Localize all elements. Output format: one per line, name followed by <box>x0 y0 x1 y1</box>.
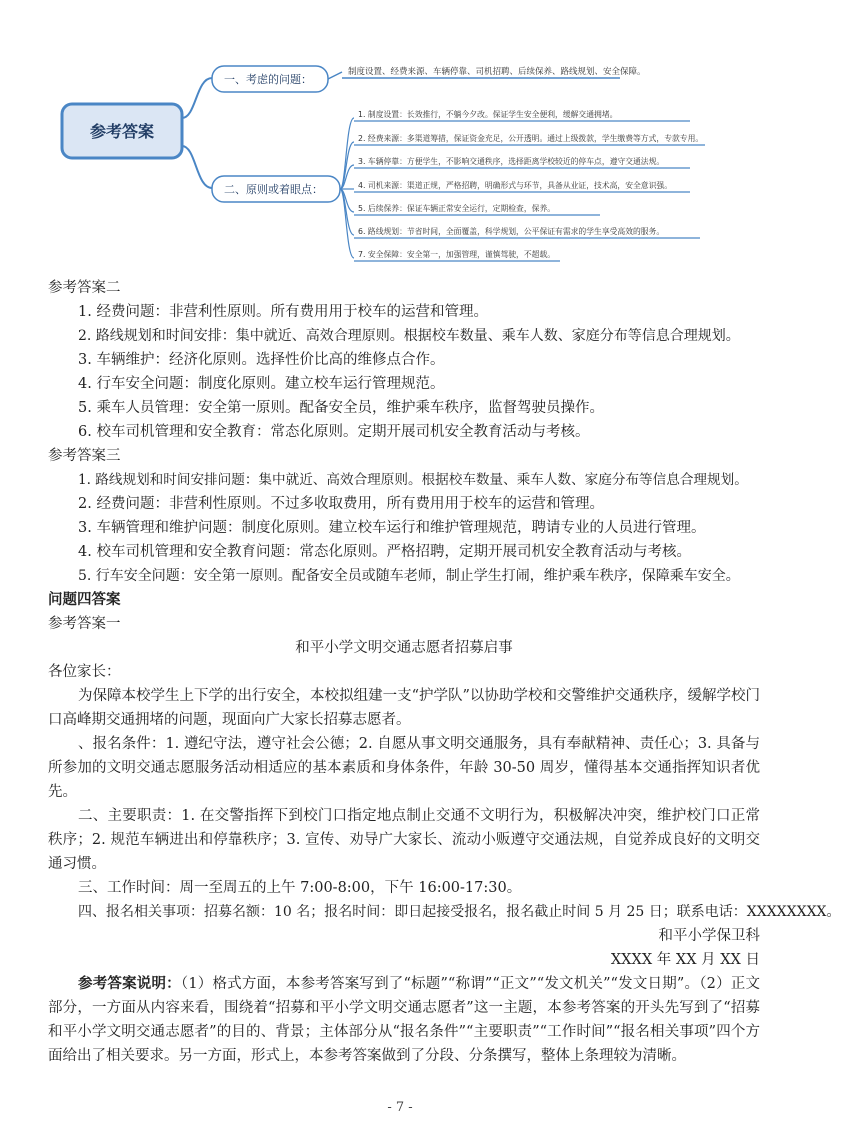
branch2-item: 7. 安全保障：安全第一，加强管理，谨慎驾驶，不超载。 <box>358 250 556 259</box>
branch2-item: 4. 司机来源：渠道正规，严格招聘，明确形式与环节，具备从业证，技术高，安全意识强。 <box>358 181 672 190</box>
list-item: 1. 路线规划和时间安排问题：集中就近、高效合理原则。根据校车数量、乘车人数、家庭分布等信息合理规划。 <box>78 472 748 488</box>
list-item: 2. 路线规划和时间安排：集中就近、高效合理原则。根据校车数量、乘车人数、家庭分布等信息合理规划。 <box>78 328 740 344</box>
list-item: 4. 校车司机管理和安全教育问题：常态化原则。严格招聘，定期开展司机安全教育活动与考核。 <box>78 544 691 560</box>
branch1-item: 制度设置、经费来源、车辆停靠、司机招聘、后续保养、路线规划、安全保障。 <box>348 67 646 77</box>
list-item: 4. 行车安全问题：制度化原则。建立校车运行管理规范。 <box>78 376 445 392</box>
issue-date: XXXX 年 XX 月 XX 日 <box>610 952 760 968</box>
note-text: （1）格式方面，本参考答案写到了“标题”“称谓”“正文”“发文机关”“发文日期”。（2）正文部分，一方面从内容来看，围绕着“招募和平小学文明交通志愿者”这一主题，本参考答案的开头先写到了“招募和平小学文明交通志愿者”的目的、背景；主体部分从“报名条件”“主要职责”“工作时间”“报名相关事项”四个方面给出了相关要求。另一方面，形式上，本参考答案做到了分段、分条撰写，整体上条理较为清晰。 <box>48 976 760 1064</box>
section-heading: 参考答案二 <box>48 280 121 296</box>
issuer: 和平小学保卫科 <box>658 928 760 944</box>
branch2-label: 二、原则或着眼点： <box>224 183 323 196</box>
notice-title: 和平小学文明交通志愿者招募启事 <box>295 640 513 656</box>
mind-map-root: 参考答案 <box>89 122 155 141</box>
mind-map <box>0 0 800 270</box>
section-heading: 参考答案三 <box>48 448 121 464</box>
note-paragraph <box>48 972 760 1068</box>
branch2-item: 2. 经费来源：多渠道筹措，保证资金充足，公开透明。通过上级拨款，学生缴费等方式，专款专用。 <box>358 134 704 143</box>
connector-branch2 <box>182 146 212 188</box>
paragraph: 三、工作时间：周一至周五的上午 7:00-8:00，下午 16:00-17:30。 <box>78 880 522 896</box>
branch2-item: 3. 车辆停靠：方便学生，不影响交通秩序，选择距离学校较近的停车点，遵守交通法规。 <box>358 157 665 166</box>
salutation: 各位家长： <box>48 664 121 680</box>
page-number: - 7 - <box>387 1100 413 1115</box>
paragraph: 四、报名相关事项：招募名额：10 名；报名时间：即日起接受报名，报名截止时间 5 月 25 日；联系电话：XXXXXXXX。 <box>78 904 841 920</box>
branch2-item: 1. 制度设置：长效推行，不躺今夕改。保证学生安全便利，缓解交通拥堵。 <box>358 110 618 119</box>
note-label: 参考答案说明： <box>78 976 181 992</box>
document-body <box>48 276 841 1068</box>
section-heading: 参考答案一 <box>48 616 121 632</box>
branch1-label: 一、考虑的问题： <box>224 73 312 86</box>
list-item: 3. 车辆管理和维护问题：制度化原则。建立校车运行和维护管理规范，聘请专业的人员进行管理。 <box>78 520 706 536</box>
paragraph: 、报名条件：1. 遵纪守法，遵守社会公德；2. 自愿从事文明交通服务，具有奉献精神、责任心；3. 具备与所参加的文明交通志愿服务活动相适应的基本素质和身体条件，年龄 30-50 周岁，懂得基本交通指挥知识者优先。 <box>48 736 760 800</box>
list-item: 6. 校车司机管理和安全教育：常态化原则。定期开展司机安全教育活动与考核。 <box>78 424 590 440</box>
list-item: 2. 经费问题：非营利性原则。不过多收取费用，所有费用用于校车的运营和管理。 <box>78 496 604 512</box>
connector-branch1 <box>182 78 212 118</box>
question-heading: 问题四答案 <box>48 592 121 608</box>
paragraph: 二、主要职责：1. 在交警指挥下到校门口指定地点制止交通不文明行为，积极解决冲突，维护校门口正常秩序；2. 规范车辆进出和停靠秩序；3. 宣传、劝导广大家长、流动小贩遵守交通法规，自觉养成良好的文明交通习惯。 <box>48 808 760 872</box>
list-item: 3. 车辆维护：经济化原则。选择性价比高的维修点合作。 <box>78 352 445 368</box>
list-item: 5. 行车安全问题：安全第一原则。配备安全员或随车老师，制止学生打闹，维护乘车秩序，保障乘车安全。 <box>78 568 740 584</box>
list-item: 1. 经费问题：非营利性原则。所有费用用于校车的运营和管理。 <box>78 304 488 320</box>
branch2-item: 5. 后续保养：保证车辆正常安全运行，定期检查，保养。 <box>358 204 556 213</box>
branch2-item: 6. 路线规划：节省时间，全面覆盖，科学规划，公平保证有需求的学生享受高效的服务。 <box>358 227 665 236</box>
paragraph: 为保障本校学生上下学的出行安全，本校拟组建一支“护学队”以协助学校和交警维护交通秩序，缓解学校门口高峰期交通拥堵的问题，现面向广大家长招募志愿者。 <box>48 688 760 728</box>
list-item: 5. 乘车人员管理：安全第一原则。配备安全员，维护乘车秩序，监督驾驶员操作。 <box>78 400 604 416</box>
